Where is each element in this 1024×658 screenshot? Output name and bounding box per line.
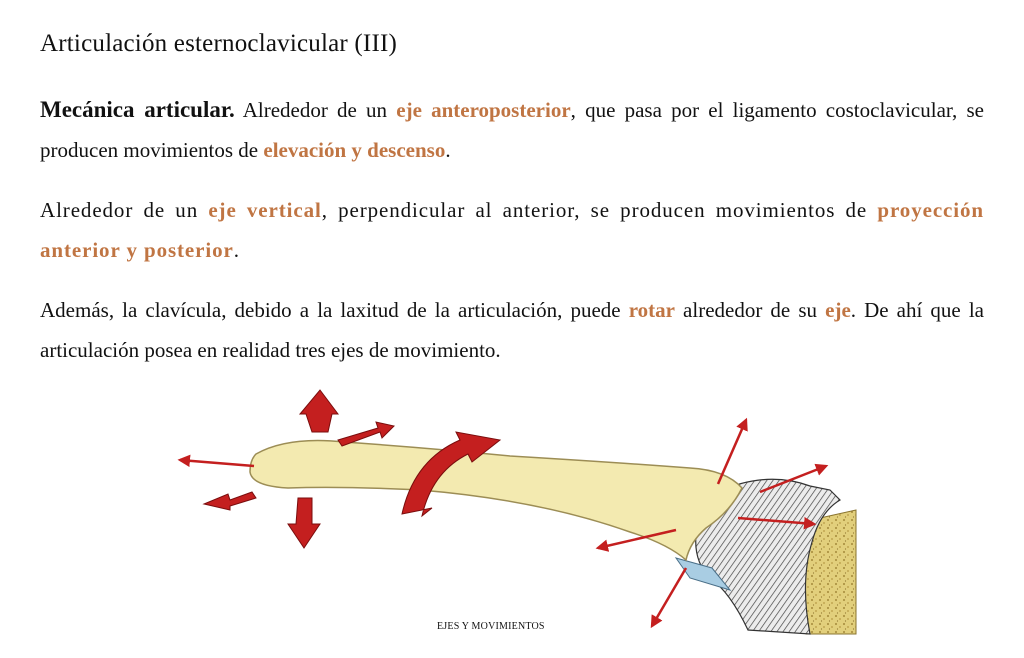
lead-text: Mecánica articular.	[40, 97, 235, 122]
highlight-anteroposterior-axis: eje anteroposterior	[396, 98, 571, 122]
text-segment: .	[445, 138, 451, 162]
paragraph-vertical-axis	[40, 190, 984, 270]
text-segment: alrededor de su	[674, 298, 826, 322]
text-segment: Alrededor de un	[234, 98, 397, 122]
figure-caption: EJES Y MOVIMIENTOS	[437, 621, 545, 632]
depression-arrow	[288, 498, 320, 548]
highlight-elevation-descent: elevación y descenso	[263, 138, 446, 162]
text-segment: , que pasa por el ligamento costoclavicular, se producen movimientos de	[40, 98, 984, 162]
anterior-projection-arrow	[204, 492, 256, 510]
highlight-rotate: rotar	[628, 298, 675, 322]
clavicle-bone-shape	[250, 441, 742, 561]
page-title: Articulación esternoclavicular (III)	[40, 30, 398, 57]
paragraph-rotation	[40, 290, 984, 370]
axis-arrow-up-right	[718, 420, 746, 484]
text-segment: Alrededor de un	[40, 198, 209, 222]
text-segment: . De ahí que la articulación posea en realidad tres ejes de movimiento.	[40, 298, 984, 362]
highlight-vertical-axis: eje vertical	[208, 198, 322, 222]
elevation-arrow	[300, 390, 338, 432]
highlight-axis: eje	[825, 298, 851, 322]
paragraph-mechanics	[40, 90, 984, 170]
text-segment: Además, la clavícula, debido a la laxitud de la articulación, puede	[40, 298, 629, 322]
highlight-projection: proyección anterior y posterior	[40, 198, 984, 262]
text-segment: , perpendicular al anterior, se producen movimientos de	[321, 198, 878, 222]
clavicle-illustration	[170, 382, 870, 642]
text-segment: .	[233, 238, 240, 262]
posterior-projection-arrow	[338, 422, 394, 446]
axis-arrow-down	[652, 568, 686, 626]
axis-arrow-left	[180, 460, 254, 466]
